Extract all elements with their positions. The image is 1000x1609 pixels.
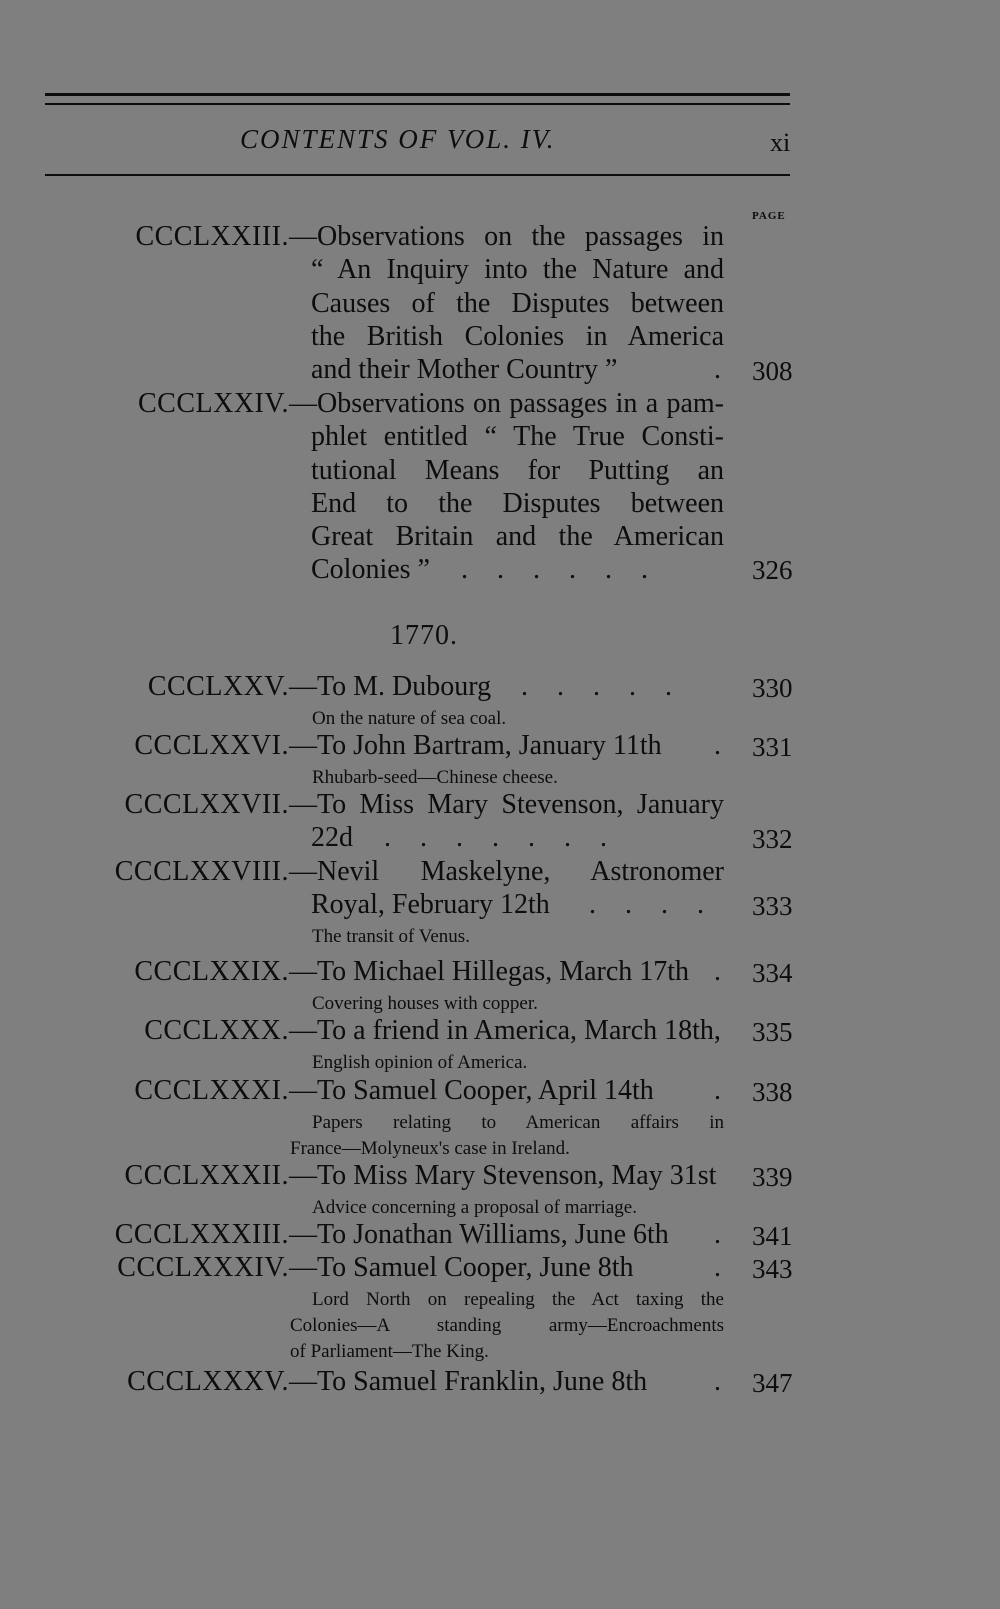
entry-title bbox=[289, 670, 724, 703]
title-line: Great Britain and the American bbox=[311, 521, 724, 553]
title-line bbox=[289, 353, 724, 386]
dot-leader: . bbox=[714, 1219, 721, 1250]
title-line-text: —To Michael Hillegas, March 17th bbox=[289, 956, 690, 987]
entry-page: 330 bbox=[752, 673, 793, 703]
title-line: —To a friend in America, March 18th, bbox=[289, 1015, 721, 1046]
title-line-text: —To M. Dubourg bbox=[289, 671, 492, 702]
entry-page: 333 bbox=[752, 891, 793, 921]
title-line bbox=[289, 821, 724, 854]
entry-page: 338 bbox=[752, 1077, 793, 1107]
entry-page: 339 bbox=[752, 1162, 793, 1192]
title-line: tutional Means for Putting an bbox=[311, 454, 724, 486]
note-line: The transit of Venus. bbox=[312, 926, 470, 947]
entry-title bbox=[289, 1218, 724, 1251]
title-line-text: —To Samuel Cooper, June 8th bbox=[289, 1252, 634, 1283]
entry-note bbox=[290, 1110, 724, 1162]
note-line: Rhubarb-seed—Chinese cheese. bbox=[312, 767, 558, 788]
title-line bbox=[289, 553, 724, 586]
entry-note bbox=[290, 1287, 724, 1365]
entry-numeral: CCCLXXXIV. bbox=[117, 1252, 289, 1283]
title-line-text: —To John Bartram, January 11th bbox=[289, 730, 662, 761]
header-underline bbox=[45, 174, 790, 176]
entry-page: 341 bbox=[752, 1221, 793, 1251]
title-line: “ An Inquiry into the Nature and bbox=[311, 254, 724, 286]
entry-title bbox=[289, 955, 724, 988]
entry-title bbox=[289, 788, 724, 855]
top-rule-thick bbox=[45, 93, 790, 96]
entry-page: 326 bbox=[752, 555, 793, 585]
note-line: Lord North on repealing the Act taxing the bbox=[312, 1289, 724, 1310]
title-line: —Nevil Maskelyne, Astronomer bbox=[289, 856, 724, 887]
year-heading: 1770. bbox=[390, 620, 458, 651]
dot-leader: . bbox=[714, 1075, 721, 1106]
dot-leader: . . . . . . . bbox=[384, 822, 607, 854]
title-line-text: —To Samuel Franklin, June 8th bbox=[289, 1366, 648, 1397]
entry-numeral: CCCLXXV. bbox=[147, 671, 289, 702]
title-line bbox=[289, 1074, 724, 1107]
entry-title bbox=[289, 729, 724, 762]
entry-note bbox=[290, 924, 724, 950]
entry-page: 331 bbox=[752, 732, 793, 762]
title-line-text: Colonies ” bbox=[311, 554, 430, 586]
running-head-title: CONTENTS OF VOL. IV. bbox=[240, 124, 556, 154]
dot-leader: . . . . . bbox=[521, 671, 672, 702]
title-line: —Observations on the passages in bbox=[289, 221, 724, 252]
entry-page: 347 bbox=[752, 1368, 793, 1398]
note-line: Colonies—A standing army—Encroachments bbox=[290, 1315, 724, 1336]
title-line bbox=[289, 729, 724, 762]
entry-numeral: CCCLXXIII. bbox=[135, 221, 289, 252]
dot-leader: . bbox=[714, 1366, 721, 1397]
note-line: Papers relating to American affairs in bbox=[312, 1112, 724, 1133]
entry-page: 334 bbox=[752, 958, 793, 988]
title-line: Causes of the Disputes between bbox=[311, 287, 724, 319]
title-line: the British Colonies in America bbox=[311, 320, 724, 352]
entry-numeral: CCCLXXXIII. bbox=[114, 1219, 289, 1250]
entry-title bbox=[289, 387, 724, 587]
title-line bbox=[289, 1251, 724, 1284]
entry-numeral: CCCLXXX. bbox=[144, 1015, 289, 1046]
entry-numeral: CCCLXXXI. bbox=[134, 1075, 289, 1106]
title-line: phlet entitled “ The True Consti- bbox=[311, 421, 724, 453]
page-number: xi bbox=[770, 128, 791, 157]
entry-title bbox=[289, 220, 724, 386]
entry-numeral: CCCLXXVI. bbox=[134, 730, 289, 761]
note-line: Covering houses with copper. bbox=[312, 993, 538, 1014]
title-line-text: —To Samuel Cooper, April 14th bbox=[289, 1075, 654, 1106]
dot-leader: . bbox=[714, 730, 721, 761]
entry-numeral: CCCLXXIV. bbox=[137, 388, 289, 419]
note-line: France—Molyneux's case in Ireland. bbox=[290, 1138, 570, 1159]
title-line bbox=[289, 1365, 724, 1398]
entry-numeral: CCCLXXIX. bbox=[134, 956, 289, 987]
entry-page: 332 bbox=[752, 824, 793, 854]
title-line: End to the Disputes between bbox=[311, 487, 724, 519]
entry-title bbox=[289, 1014, 724, 1047]
entry-title bbox=[289, 1251, 724, 1284]
dot-leader: . bbox=[714, 1252, 721, 1283]
entry-title bbox=[289, 855, 724, 922]
title-line bbox=[289, 1218, 724, 1251]
entry-page: 343 bbox=[752, 1254, 793, 1284]
title-line: —To Miss Mary Stevenson, May 31st bbox=[289, 1160, 717, 1191]
title-line-text: Royal, February 12th bbox=[311, 889, 550, 921]
entry-note bbox=[290, 1050, 724, 1076]
dot-leader: . bbox=[714, 354, 721, 386]
note-line: Advice concerning a proposal of marriage. bbox=[312, 1197, 637, 1218]
entry-numeral: CCCLXXXV. bbox=[127, 1366, 289, 1397]
entry-page: 335 bbox=[752, 1017, 793, 1047]
entry-title bbox=[289, 1365, 724, 1398]
title-line: —To Miss Mary Stevenson, January bbox=[289, 789, 724, 820]
top-rule-thin bbox=[45, 103, 790, 105]
page-column-label: PAGE bbox=[752, 210, 786, 222]
note-line: On the nature of sea coal. bbox=[312, 708, 507, 729]
note-line: of Parliament—The King. bbox=[290, 1341, 489, 1362]
title-line-text: 22d bbox=[311, 822, 353, 854]
entry-numeral: CCCLXXVIII. bbox=[114, 856, 289, 887]
title-line-text: and their Mother Country ” bbox=[311, 354, 618, 386]
dot-leader: . . . . . . bbox=[461, 554, 648, 586]
entry-title bbox=[289, 1159, 724, 1192]
dot-leader: . . . . bbox=[589, 889, 704, 921]
title-line bbox=[289, 955, 724, 988]
title-line bbox=[289, 888, 724, 921]
entry-numeral: CCCLXXXII. bbox=[124, 1160, 289, 1191]
title-line: —Observations on passages in a pam- bbox=[289, 388, 724, 419]
entry-title bbox=[289, 1074, 724, 1107]
title-line bbox=[289, 670, 724, 703]
entry-numeral: CCCLXXVII. bbox=[124, 789, 289, 820]
title-line-text: —To Jonathan Williams, June 6th bbox=[289, 1219, 669, 1250]
entry-page: 308 bbox=[752, 356, 793, 386]
dot-leader: . bbox=[714, 956, 721, 987]
note-line: English opinion of America. bbox=[312, 1052, 528, 1073]
